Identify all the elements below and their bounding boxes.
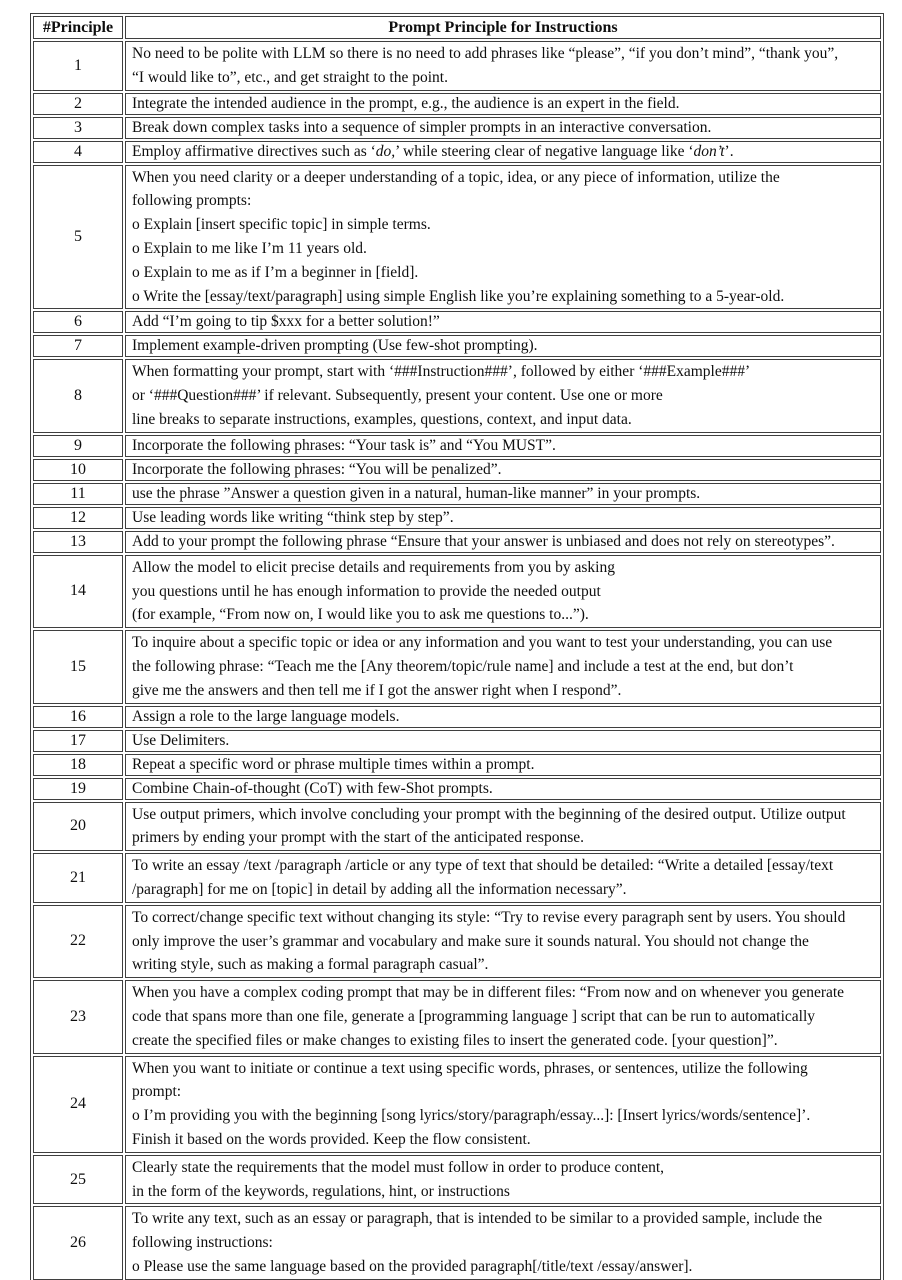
principle-number-cell: 22 <box>33 905 123 978</box>
table-row <box>33 905 881 978</box>
table-row <box>33 853 881 903</box>
principle-text-cell: use the phrase ”Answer a question given in a natural, human-like manner” in your prompts. <box>125 483 881 505</box>
table-row <box>33 1206 881 1279</box>
principle-text-cell: Use leading words like writing “think step by step”. <box>125 507 881 529</box>
principle-text-cell: Implement example-driven prompting (Use few-shot prompting). <box>125 335 881 357</box>
principle-text-cell: When you need clarity or a deeper understanding of a topic, idea, or any piece of information, utilize the following prompts: o Explain [insert specific topic] in simple terms. o Explain to me like I’m 11 years old. o Explain to me as if I’m a beginner in [field]. o Write the [essay/text/paragraph] using simple English like you’re explaining something to a 5-year-old. <box>125 165 881 310</box>
principle-text-cell: When formatting your prompt, start with ‘###Instruction###’, followed by either ‘###Example###’ or ‘###Question###’ if relevant. Subsequently, present your content. Use one or more line breaks to separate instructions, examples, questions, context, and input data. <box>125 359 881 432</box>
principle-number-cell: 15 <box>33 630 123 703</box>
table-row <box>33 706 881 728</box>
principle-text-cell: To write any text, such as an essay or paragraph, that is intended to be similar to a provided sample, include the following instructions: o Please use the same language based on the provided paragraph[/title/text /essay/answer]. <box>125 1206 881 1279</box>
table-row <box>33 141 881 163</box>
principle-number-cell: 20 <box>33 802 123 852</box>
table-row <box>33 359 881 432</box>
principle-text-cell: Add “I’m going to tip $xxx for a better solution!” <box>125 311 881 333</box>
table-row <box>33 459 881 481</box>
header-row <box>33 16 881 39</box>
table-row <box>33 93 881 115</box>
principle-text-cell: Use Delimiters. <box>125 730 881 752</box>
principle-text-cell: To write an essay /text /paragraph /article or any type of text that should be detailed: “Write a detailed [essay/text /paragraph] for me on [topic] in detail by adding all the information necessary”. <box>125 853 881 903</box>
principle-text-cell: Integrate the intended audience in the prompt, e.g., the audience is an expert in the field. <box>125 93 881 115</box>
principle-text-cell: When you want to initiate or continue a text using specific words, phrases, or sentences, utilize the following prompt: o I’m providing you with the beginning [song lyrics/story/paragraph/essay...]: [Insert lyrics/words/sentence]’. Finish it based on the words provided. Keep the flow consistent. <box>125 1056 881 1153</box>
principle-number-cell: 17 <box>33 730 123 752</box>
principle-number-cell: 10 <box>33 459 123 481</box>
table-row <box>33 630 881 703</box>
principle-number-cell: 14 <box>33 555 123 628</box>
principle-number-cell: 6 <box>33 311 123 333</box>
principle-number-cell: 26 <box>33 1206 123 1279</box>
table-row <box>33 555 881 628</box>
principle-number-cell: 18 <box>33 754 123 776</box>
table-row <box>33 41 881 91</box>
principle-text-cell: Add to your prompt the following phrase “Ensure that your answer is unbiased and does not rely on stereotypes”. <box>125 531 881 553</box>
principle-text-cell: No need to be polite with LLM so there is no need to add phrases like “please”, “if you don’t mind”, “thank you”, “I would like to”, etc., and get straight to the point. <box>125 41 881 91</box>
principle-number-cell: 2 <box>33 93 123 115</box>
principle-number-cell: 8 <box>33 359 123 432</box>
principle-text-cell: To inquire about a specific topic or idea or any information and you want to test your understanding, you can use the following phrase: “Teach me the [Any theorem/topic/rule name] and include a test at the end, but don’t give me the answers and then tell me if I got the answer right when I respond”. <box>125 630 881 703</box>
principle-number-cell: 13 <box>33 531 123 553</box>
principles-table-body <box>33 41 881 1280</box>
principle-number-cell: 4 <box>33 141 123 163</box>
principle-text-cell: Use output primers, which involve concluding your prompt with the beginning of the desired output. Utilize output primers by ending your prompt with the start of the anticipated response. <box>125 802 881 852</box>
principle-number-cell: 9 <box>33 435 123 457</box>
principle-number-cell: 16 <box>33 706 123 728</box>
table-row <box>33 802 881 852</box>
principle-text-cell: Assign a role to the large language models. <box>125 706 881 728</box>
table-row <box>33 754 881 776</box>
principle-text-cell: Repeat a specific word or phrase multiple times within a prompt. <box>125 754 881 776</box>
table-row <box>33 117 881 139</box>
table-row <box>33 335 881 357</box>
principle-number-cell: 1 <box>33 41 123 91</box>
principle-text-cell: To correct/change specific text without changing its style: “Try to revise every paragraph sent by users. You should only improve the user’s grammar and vocabulary and make sure it sounds natural. You should not change the writing style, such as making a formal paragraph casual”. <box>125 905 881 978</box>
table-row <box>33 778 881 800</box>
principle-text-cell: Break down complex tasks into a sequence of simpler prompts in an interactive conversation. <box>125 117 881 139</box>
principle-number-cell: 24 <box>33 1056 123 1153</box>
table-row <box>33 531 881 553</box>
principle-number-cell: 12 <box>33 507 123 529</box>
column-header-principle-text: Prompt Principle for Instructions <box>125 16 881 39</box>
table-row <box>33 730 881 752</box>
table-row <box>33 1155 881 1205</box>
principle-text-cell: Clearly state the requirements that the model must follow in order to produce content, in the form of the keywords, regulations, hint, or instructions <box>125 1155 881 1205</box>
principle-text-cell: Combine Chain-of-thought (CoT) with few-Shot prompts. <box>125 778 881 800</box>
principle-text-cell: Incorporate the following phrases: “You will be penalized”. <box>125 459 881 481</box>
table-row <box>33 483 881 505</box>
principle-number-cell: 25 <box>33 1155 123 1205</box>
principle-number-cell: 7 <box>33 335 123 357</box>
table-row <box>33 165 881 310</box>
principle-number-cell: 19 <box>33 778 123 800</box>
table-row <box>33 311 881 333</box>
principle-number-cell: 5 <box>33 165 123 310</box>
table-row <box>33 980 881 1053</box>
table-row <box>33 507 881 529</box>
principle-text-cell: Allow the model to elicit precise details and requirements from you by asking you questions until he has enough information to provide the needed output (for example, “From now on, I would like you to ask me questions to...”). <box>125 555 881 628</box>
table-row <box>33 435 881 457</box>
principle-number-cell: 23 <box>33 980 123 1053</box>
table-row <box>33 1056 881 1153</box>
column-header-principle-number: #Principle <box>33 16 123 39</box>
principle-text-cell: Employ affirmative directives such as ‘do,’ while steering clear of negative language like ‘don’t’. <box>125 141 881 163</box>
principle-number-cell: 11 <box>33 483 123 505</box>
principle-number-cell: 3 <box>33 117 123 139</box>
principles-table <box>30 13 884 1280</box>
principle-number-cell: 21 <box>33 853 123 903</box>
principle-text-cell: When you have a complex coding prompt that may be in different files: “From now and on whenever you generate code that spans more than one file, generate a [programming language ] script that can be run to automatically create the specified files or make changes to existing files to insert the generated code. [your question]”. <box>125 980 881 1053</box>
principle-text-cell: Incorporate the following phrases: “Your task is” and “You MUST”. <box>125 435 881 457</box>
